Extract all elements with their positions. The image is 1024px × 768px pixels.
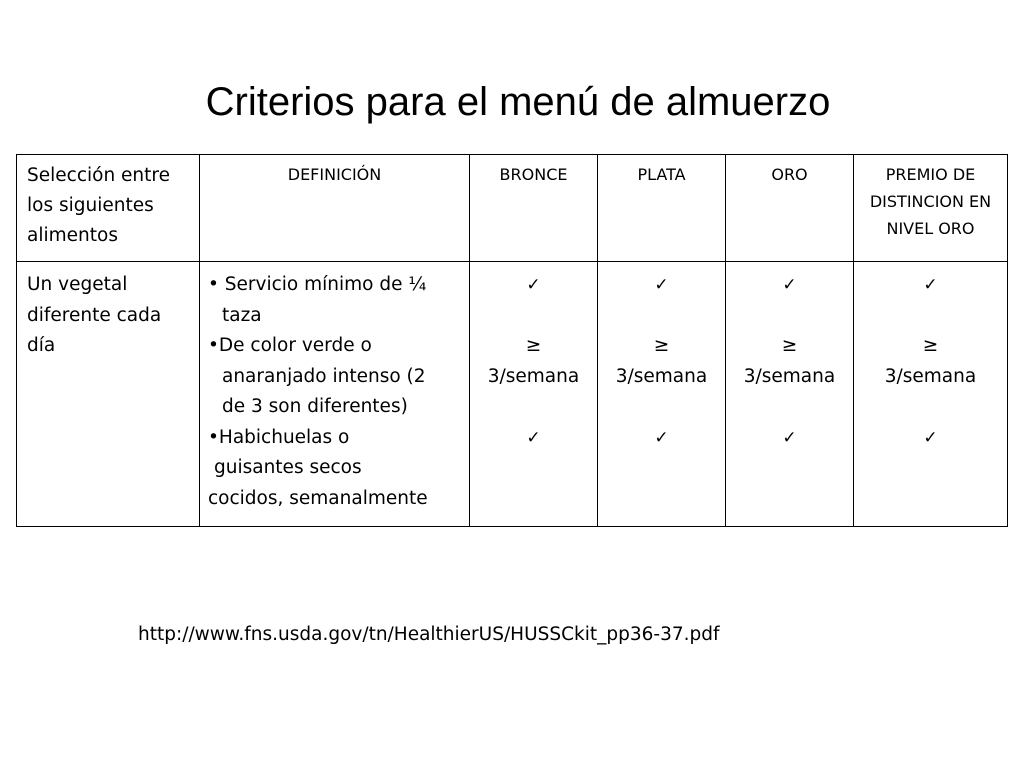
check-icon: ✓ — [923, 275, 938, 295]
header-selection: Selección entre los siguientes alimentos — [17, 155, 200, 262]
check-icon: ✓ — [526, 427, 541, 448]
check-icon: ✓ — [782, 275, 797, 295]
table-row — [17, 262, 1008, 527]
header-award: PREMIO DE DISTINCION EN NIVEL ORO — [854, 155, 1008, 262]
gte-symbol: ≥ — [653, 335, 670, 356]
check-icon: ✓ — [923, 427, 938, 448]
item-cell: Un vegetal diferente cada día — [17, 262, 200, 527]
frequency-value: 3/semana — [487, 365, 580, 387]
header-definition: DEFINICIÓN — [200, 155, 470, 262]
check-icon: ✓ — [654, 275, 669, 295]
gold-cell — [726, 262, 854, 527]
criteria-table — [16, 154, 1008, 527]
definition-bullet-3: •Habichuelas o guisantes secos cocidos, semanalmente — [208, 426, 428, 509]
definition-bullet-2: •De color verde o anaranjado intenso (2 de 3 son diferentes) — [208, 335, 426, 417]
gte-symbol: ≥ — [922, 335, 939, 356]
header-silver: PLATA — [598, 155, 726, 262]
definition-cell — [200, 262, 470, 527]
award-cell — [854, 262, 1008, 527]
silver-cell — [598, 262, 726, 527]
definition-bullet-1: • Servicio mínimo de ¼ taza — [208, 274, 427, 326]
check-icon: ✓ — [654, 427, 669, 448]
frequency-value: 3/semana — [743, 365, 836, 387]
check-icon: ✓ — [782, 427, 797, 448]
header-gold: ORO — [726, 155, 854, 262]
check-icon: ✓ — [526, 275, 541, 295]
header-bronze: BRONCE — [470, 155, 598, 262]
slide-title: Criterios para el menú de almuerzo — [205, 80, 831, 124]
source-url[interactable]: http://www.fns.usda.gov/tn/HealthierUS/HUSSCkit_pp36-37.pdf — [138, 624, 720, 645]
table-header-row — [17, 155, 1008, 262]
frequency-value: 3/semana — [615, 365, 708, 387]
bronze-cell — [470, 262, 598, 527]
gte-symbol: ≥ — [781, 335, 798, 356]
gte-symbol: ≥ — [525, 335, 542, 356]
frequency-value: 3/semana — [884, 365, 977, 387]
